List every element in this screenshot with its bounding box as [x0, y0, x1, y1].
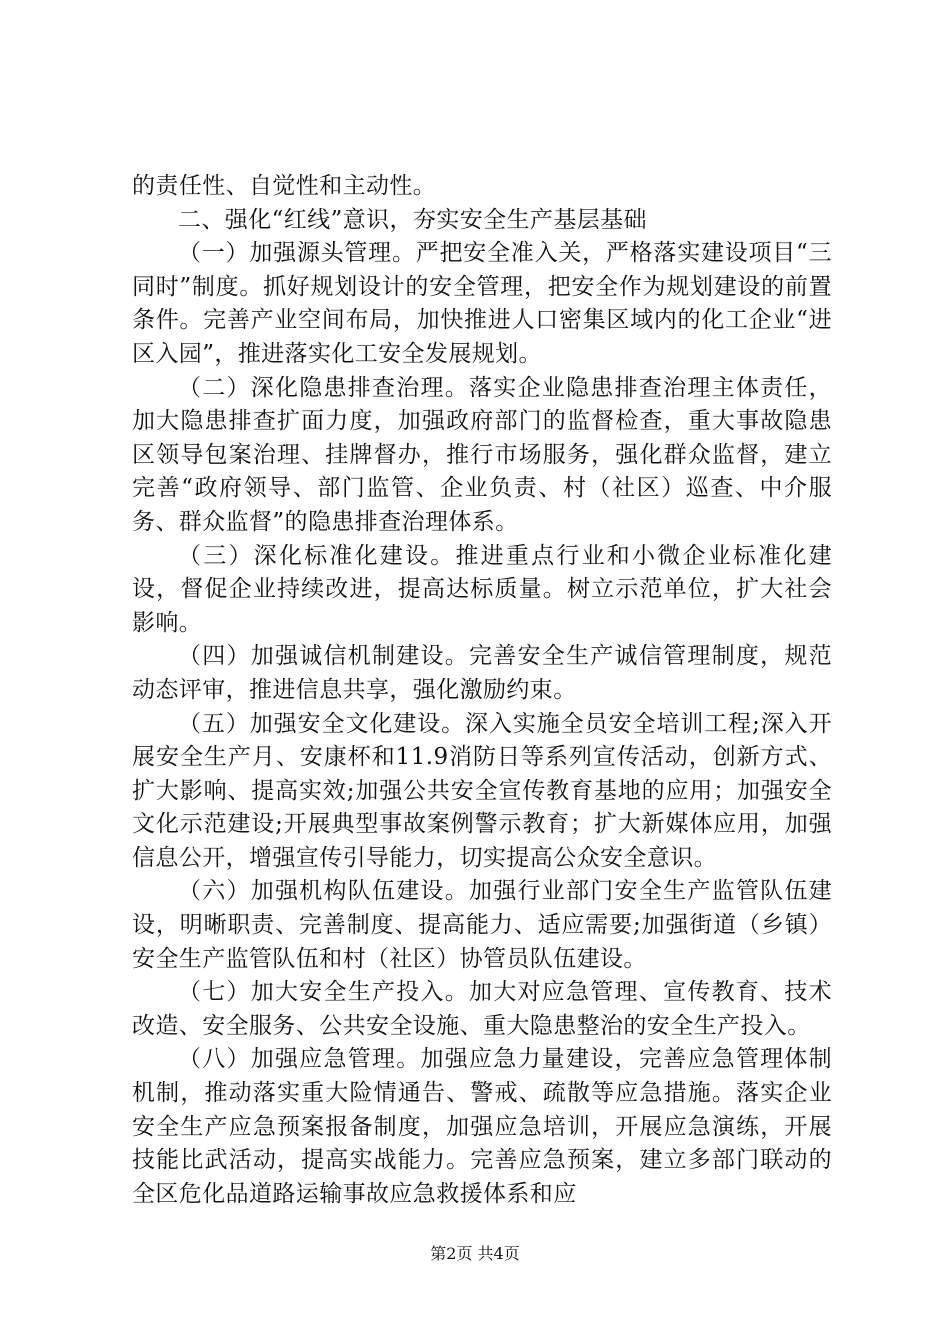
paragraph-emergency-management: （八）加强应急管理。加强应急力量建设，完善应急管理体制机制，推动落实重大险情通告、警戒、疏散等应急措施。落实企业安全生产应急预案报备制度，加强应急培训，开展应急演练，开展技能比武活动，提高实战能力。完善应急预案，建立多部门联动的全区危化品道路运输事故应急救援体系和应 — [132, 1046, 832, 1207]
paragraph-hazard-inspection: （二）深化隐患排查治理。落实企业隐患排查治理主体责任，加大隐患排查扩面力度，加强政府部门的监督检查，重大事故隐患区领导包案治理、挂牌督办，推行市场服务，强化群众监督，建立完善“政府领导、部门监管、企业负责、村（社区）巡查、中介服务、群众监督”的隐患排查治理体系。 — [132, 374, 832, 535]
paragraph-safety-culture: （五）加强安全文化建设。深入实施全员安全培训工程;深入开展安全生产月、安康杯和11.9消防日等系列宣传活动，创新方式、扩大影响、提高实效;加强公共安全宣传教育基地的应用；加强安全文化示范建设;开展典型事故案例警示教育；扩大新媒体应用，加强信息公开，增强宣传引导能力，切实提高公众安全意识。 — [132, 710, 832, 871]
document-body — [132, 170, 832, 1211]
paragraph-standardization: （三）深化标准化建设。推进重点行业和小微企业标准化建设，督促企业持续改进，提高达标质量。树立示范单位，扩大社会影响。 — [132, 542, 832, 636]
paragraph-continuation: 的责任性、自觉性和主动性。 — [132, 173, 437, 199]
paragraph-source-management: （一）加强源头管理。严把安全准入关，严格落实建设项目“三同时”制度。抓好规划设计的安全管理，把安全作为规划建设的前置条件。完善产业空间布局，加快推进人口密集区域内的化工企业“进区入园”，推进落实化工安全发展规划。 — [132, 240, 832, 367]
section-heading: 二、强化“红线”意识，夯实安全生产基层基础 — [178, 206, 647, 233]
paragraph-safety-investment: （七）加大安全生产投入。加大对应急管理、宣传教育、技术改造、安全服务、公共安全设施、重大隐患整治的安全生产投入。 — [132, 979, 832, 1039]
page-footer: 第2页 共4页 — [430, 1244, 520, 1263]
paragraph-integrity-mechanism: （四）加强诚信机制建设。完善安全生产诚信管理制度，规范动态评审，推进信息共享，强化激励约束。 — [132, 643, 832, 703]
paragraph-team-building: （六）加强机构队伍建设。加强行业部门安全生产监管队伍建设，明晰职责、完善制度、提高能力、适应需要;加强街道（乡镇）安全生产监管队伍和村（社区）协管员队伍建设。 — [132, 878, 832, 972]
